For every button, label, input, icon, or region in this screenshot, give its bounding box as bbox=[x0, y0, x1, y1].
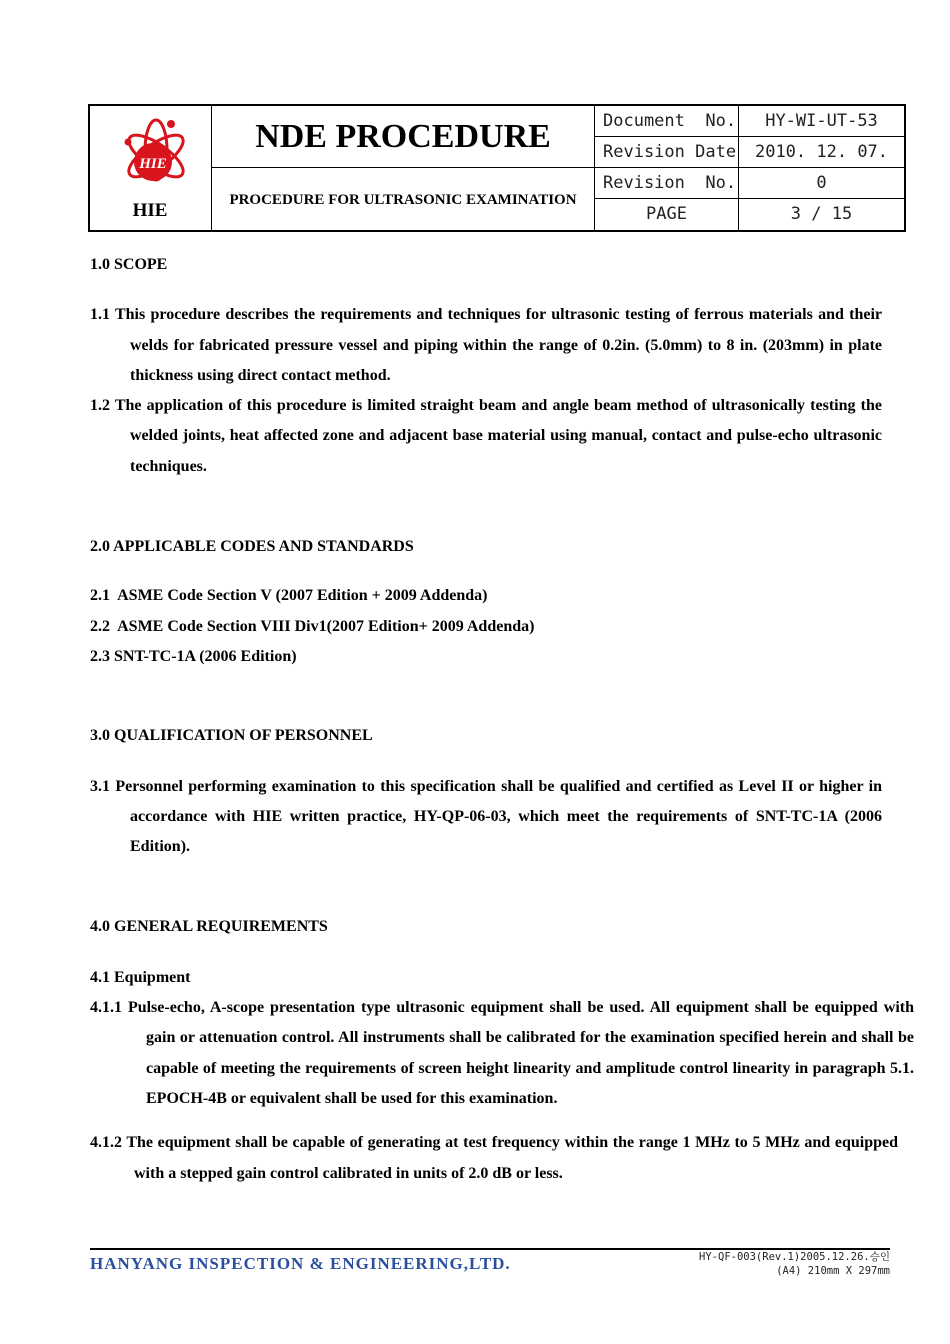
section-heading-codes: 2.0 APPLICABLE CODES AND STANDARDS bbox=[90, 538, 414, 556]
section-heading-qualification: 3.0 QUALIFICATION OF PERSONNEL bbox=[90, 727, 373, 745]
list-item-2-3: 2.3 SNT-TC-1A (2006 Edition) bbox=[90, 647, 297, 665]
subsection-heading-equipment: 4.1 Equipment bbox=[90, 968, 191, 986]
document-title: NDE PROCEDURE bbox=[212, 106, 594, 168]
list-item-2-1: 2.1 ASME Code Section V (2007 Edition + 2009 Addenda) bbox=[90, 587, 488, 605]
paragraph-3-1: 3.1 Personnel performing examination to this specification shall be qualified and certified as Level II or higher in accordance with HIE written practice, HY-QP-06-03, which meet the requirements of SNT-TC-1A (2006 Edition). bbox=[90, 777, 882, 856]
logo-cell bbox=[90, 106, 212, 230]
meta-row-revision-date bbox=[595, 137, 904, 168]
footer-form-number: HY-QF-003(Rev.1)2005.12.26.승인 bbox=[699, 1251, 890, 1263]
meta-value: HY-WI-UT-53 bbox=[765, 111, 878, 131]
meta-value: 2010. 12. 07. bbox=[754, 142, 889, 162]
meta-value: 0 bbox=[816, 173, 827, 193]
paragraph-4-1-1: 4.1.1 Pulse-echo, A-scope presentation type ultrasonic equipment shall be used. All equipment shall be equipped with gain or attenuation control. All instruments shall be calibrated for the examination specified herein and shall be capable of meeting the requirements of screen height linearity and amplitude control linearity in paragraph 5.1. EPOCH-4B or equivalent shall be used for this examination. bbox=[90, 999, 914, 1107]
section-heading-scope: 1.0 SCOPE bbox=[90, 256, 168, 273]
title-cell bbox=[212, 106, 595, 230]
footer-paper-size: (A4) 210mm X 297mm bbox=[776, 1265, 890, 1277]
document-meta-table bbox=[595, 106, 904, 230]
paragraph-4-1-2: 4.1.2 The equipment shall be capable of generating at test frequency within the range 1 MHz to 5 MHz and equipped with a stepped gain control calibrated in units of 2.0 dB or less. bbox=[90, 1134, 898, 1182]
section-heading-general: 4.0 GENERAL REQUIREMENTS bbox=[90, 918, 328, 936]
paragraph-1-2: 1.2 The application of this procedure is limited straight beam and angle beam method of ultrasonically testing the welded joints, heat affected zone and adjacent base material using manual, contact and pulse-echo ultrasonic techniques. bbox=[90, 397, 882, 475]
hie-logo-icon bbox=[120, 112, 192, 196]
meta-row-revision-no bbox=[595, 168, 904, 199]
logo-text: HIE bbox=[139, 156, 167, 172]
document-subtitle: PROCEDURE FOR ULTRASONIC EXAMINATION bbox=[229, 192, 577, 208]
footer-form-info bbox=[640, 1250, 890, 1278]
document-body bbox=[90, 250, 914, 1189]
document-header bbox=[88, 104, 906, 232]
footer-company-name: HANYANG INSPECTION & ENGINEERING,LTD. bbox=[90, 1254, 511, 1273]
meta-label: Revision No. bbox=[595, 168, 739, 199]
meta-label: Document No. bbox=[595, 106, 739, 137]
meta-label: PAGE bbox=[595, 199, 739, 230]
meta-value: 3 / 15 bbox=[790, 204, 853, 224]
meta-row-page bbox=[595, 199, 904, 230]
meta-row-document-no bbox=[595, 106, 904, 137]
list-item-2-2: 2.2 ASME Code Section VIII Div1(2007 Edition+ 2009 Addenda) bbox=[90, 617, 535, 635]
paragraph-1-1: 1.1 This procedure describes the requirements and techniques for ultrasonic testing of ferrous materials and their welds for fabricated pressure vessel and piping within the range of 0.2in. (5.0mm) to 8 in. (203mm) in plate thickness using direct contact method. bbox=[90, 306, 882, 384]
company-short-name: HIE bbox=[132, 200, 168, 221]
meta-label: Revision Date bbox=[595, 137, 739, 168]
